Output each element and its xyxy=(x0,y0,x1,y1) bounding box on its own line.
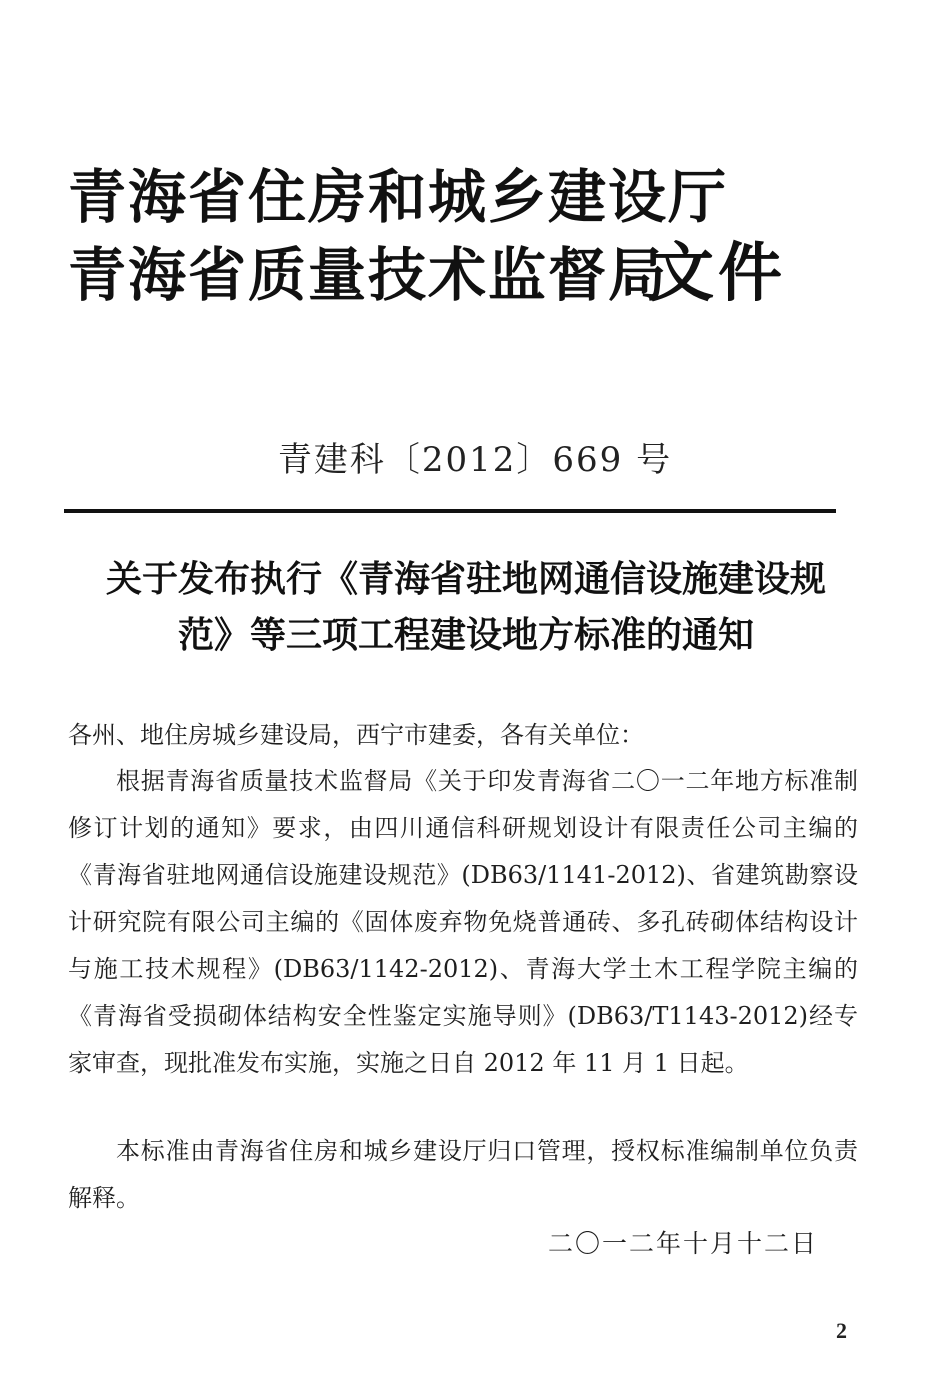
issuer-line-1: 青海省住房和城乡建设厅 xyxy=(68,163,729,231)
salutation: 各州、地住房城乡建设局，西宁市建委，各有关单位： xyxy=(68,721,644,749)
document-type-label: 文件 xyxy=(650,237,786,311)
header-divider-rule xyxy=(64,509,836,513)
notice-title xyxy=(66,552,866,664)
document-number: 青建科〔2012〕669 号 xyxy=(277,440,673,480)
body-paragraph-1: 根据青海省质量技术监督局《关于印发青海省二〇一二年地方标准制修订计划的通知》要求，由四川通信科研规划设计有限责任公司主编的《青海省驻地网通信设施建设规范》(DB63/1141-2012)、省建筑勘察设计研究院有限公司主编的《固体废弃物免烧普通砖、多孔砖砌体结构设计与施工技术规程》(DB63/1142-2012)、青海大学土木工程学院主编的《青海省受损砌体结构安全性鉴定实施导则》(DB63/T1143-2012)经专家审查，现批准发布实施，实施之日自 2012 年 11 月 1 日起。 xyxy=(68,767,858,1077)
issuer-line-2: 青海省质量技术监督局 xyxy=(68,241,669,309)
notice-title-line-1: 关于发布执行《青海省驻地网通信设施建设规 xyxy=(105,559,826,600)
body-paragraph-2: 本标准由青海省住房和城乡建设厅归口管理，授权标准编制单位负责解释。 xyxy=(68,1137,858,1212)
issue-date: 二〇一二年十月十二日 xyxy=(548,1229,819,1258)
notice-title-line-2: 范》等三项工程建设地方标准的通知 xyxy=(177,615,754,656)
page-number: 2 xyxy=(836,1318,847,1343)
